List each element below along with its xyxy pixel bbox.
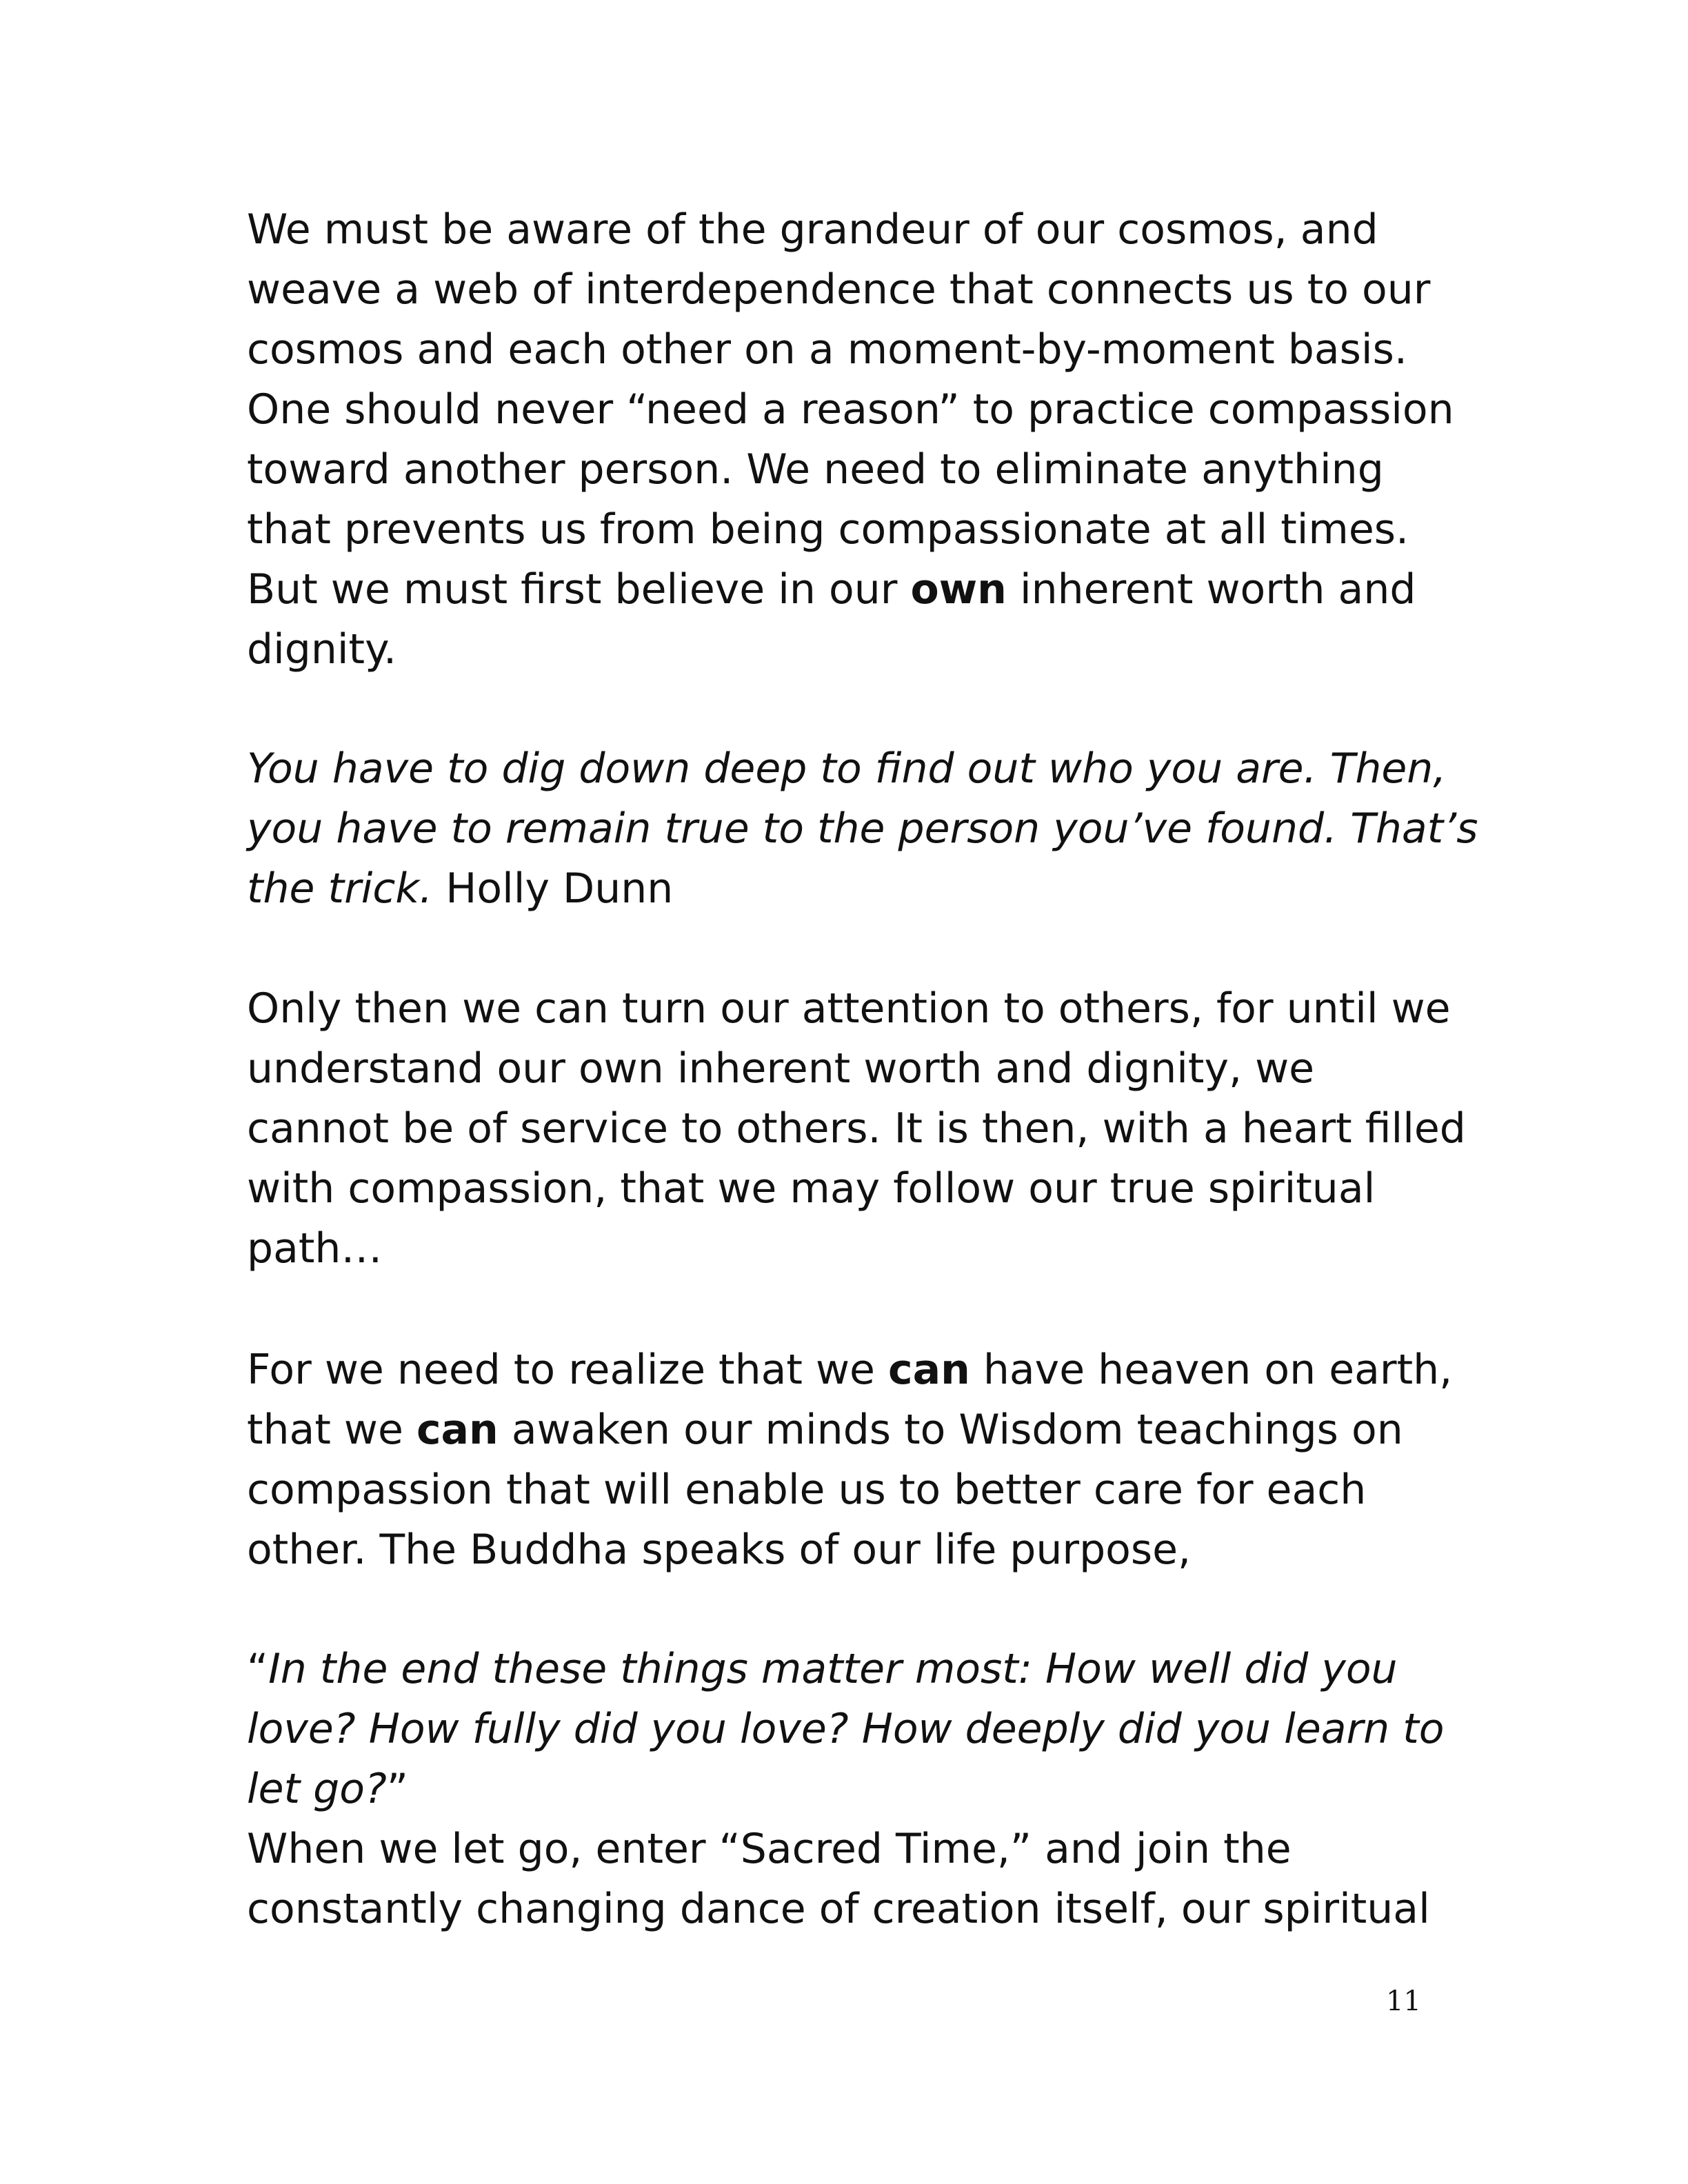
paragraph-line: other. The Buddha speaks of our life purpose, <box>247 1526 1192 1574</box>
quote-line <box>247 1639 1447 1699</box>
quote-line <box>247 859 1447 919</box>
paragraph-line: When we let go, enter “Sacred Time,” and join the <box>247 1825 1292 1873</box>
paragraph-line: Only then we can turn our attention to others, for until we <box>247 984 1451 1033</box>
quote-line: you have to remain true to the person you’ve found. That’s <box>247 805 1478 853</box>
close-quote-mark: ” <box>386 1765 408 1813</box>
text-run: inherent worth and <box>1006 565 1416 614</box>
quote-text: let go? <box>247 1765 387 1813</box>
paragraph-line <box>247 1340 1453 1400</box>
quote-line: love? How fully did you love? How deeply did you learn to <box>247 1705 1445 1753</box>
paragraph-line: understand our own inherent worth and dignity, we <box>247 1044 1315 1093</box>
text-run: But we must first believe in our <box>247 565 911 614</box>
paragraph-line: with compassion, that we may follow our true spiritual <box>247 1164 1376 1213</box>
paragraph-line: compassion that will enable us to better care for each <box>247 1466 1367 1514</box>
quote-text: In the end these things matter most: How well did you <box>268 1645 1398 1693</box>
quote-holly-dunn <box>247 739 1478 919</box>
page-number: 11 <box>1386 1985 1421 2017</box>
paragraph-line: toward another person. We need to eliminate anything <box>247 445 1384 494</box>
bold-emphasis: own <box>910 565 1007 614</box>
paragraph-line: One should never “need a reason” to practice compassion <box>247 385 1454 434</box>
paragraph-2 <box>247 979 1466 1279</box>
paragraph-3 <box>247 1340 1453 1580</box>
quote-buddha <box>247 1639 1447 1939</box>
paragraph-line: weave a web of interdependence that connects us to our <box>247 265 1431 314</box>
paragraph-line: We must be aware of the grandeur of our cosmos, and <box>247 205 1378 254</box>
paragraph-line: cosmos and each other on a moment-by-moment basis. <box>247 325 1407 374</box>
paragraph-line: that prevents us from being compassionate at all times. <box>247 505 1409 554</box>
quote-text: the trick. <box>247 865 433 913</box>
bold-emphasis: can <box>888 1346 970 1394</box>
bold-emphasis: can <box>416 1406 499 1454</box>
quote-line <box>247 1759 1447 1819</box>
paragraph-1 <box>247 200 1454 680</box>
quote-line: You have to dig down deep to find out who you are. Then, <box>247 745 1447 793</box>
text-run: that we <box>247 1406 416 1454</box>
text-run: awaken our minds to Wisdom teachings on <box>498 1406 1403 1454</box>
paragraph-line: cannot be of service to others. It is then, with a heart filled <box>247 1104 1466 1153</box>
paragraph-line: dignity. <box>247 625 397 674</box>
paragraph-line <box>247 1400 1447 1460</box>
quote-attribution: Holly Dunn <box>432 865 674 913</box>
text-run: For we need to realize that we <box>247 1346 889 1394</box>
text-run: have heaven on earth, <box>969 1346 1453 1394</box>
paragraph-line: path… <box>247 1224 383 1273</box>
open-quote-mark: “ <box>247 1645 269 1693</box>
paragraph-line <box>247 560 1447 620</box>
paragraph-line: constantly changing dance of creation itself, our spiritual <box>247 1885 1430 1933</box>
